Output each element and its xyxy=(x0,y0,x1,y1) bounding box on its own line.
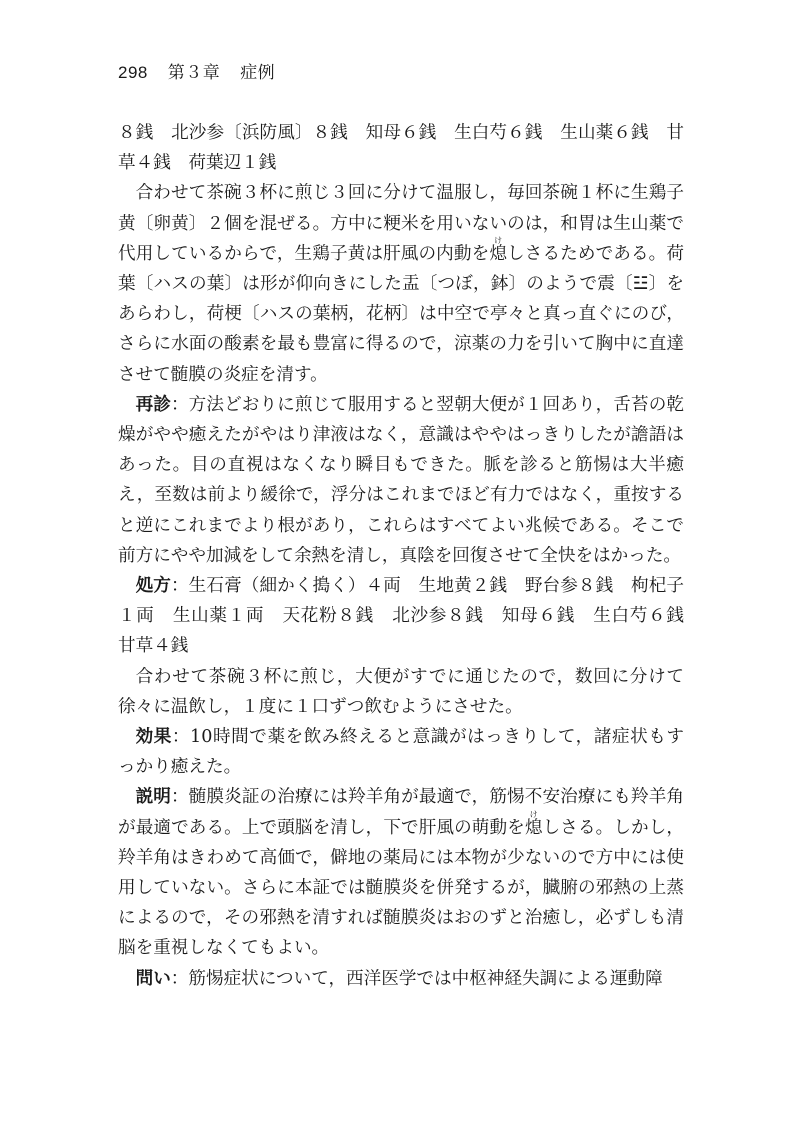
effect-label: 効果 xyxy=(135,727,172,748)
chapter-label: 第３章 xyxy=(167,63,221,83)
revisit-paragraph xyxy=(118,390,684,571)
preparation-paragraph-1 xyxy=(118,178,684,389)
page-body xyxy=(118,118,702,994)
paragraph-text: しさる。しかし，羚羊角はきわめて高価で，僻地の薬局には本物が少ないので方中には使用していない。さらに本証では髄膜炎を併発するが，臓腑の邪熱の上蒸によるので，その邪熱を清すれば髄膜炎はおのずと治癒し，必ずしも清脳を重視しなくてもよい。 xyxy=(118,817,684,959)
ruby-text: け xyxy=(524,809,543,819)
page-number: 298 xyxy=(118,63,148,82)
question-paragraph xyxy=(118,964,684,994)
ruby-annotation xyxy=(524,809,543,838)
ruby-base: 熄 xyxy=(489,243,508,264)
revisit-label: 再診 xyxy=(135,394,171,415)
running-header xyxy=(118,58,275,83)
paragraph-text: ：10時間で薬を飲み終えると意識がはっきりして，諸症状もすっかり癒えた。 xyxy=(118,727,684,778)
paragraph-text: 合わせて茶碗３杯に煎じ，大便がすでに通じたので，数回に分けて徐々に温飲し，１度に１口ずつ飲むようにさせた。 xyxy=(118,666,684,717)
zhen-trigram-icon: ☳ xyxy=(632,274,649,295)
question-label: 問い xyxy=(135,968,171,989)
paragraph-text: 〕をあらわし，荷梗〔ハスの葉柄，花柄〕は中空で亭々と真っ直ぐにのび，さらに水面の酸素を最も豊富に得るので，涼薬の力を引いて胸中に直達させて髄膜の炎症を清す。 xyxy=(118,274,684,385)
paragraph-text: ：生石膏（細かく搗く）４両 生地黄２銭 野台参８銭 枸杞子１両 生山薬１両 天花粉８銭 北沙参８銭 知母６銭 生白芍６銭 甘草４銭 xyxy=(118,576,702,657)
prescription-paragraph xyxy=(118,571,702,662)
paragraph-text: ：髄膜炎証の治療には羚羊角が最適で，筋惕不安治療にも羚羊角が最適である。上で頭脳を清し，下で肝風の萌動を xyxy=(118,787,684,838)
explanation-paragraph xyxy=(118,782,684,963)
prescription-continued xyxy=(118,118,684,178)
paragraph-text: しさるためである。荷葉〔ハスの葉〕は形が仰向きにした盂〔つぼ，鉢〕のようで震〔 xyxy=(118,243,684,295)
paragraph-text: ：方法どおりに煎じて服用すると翌朝大便が１回あり，舌苔の乾燥がやや癒えたがやはり津液はなく，意識はややはっきりしたが譫語はあった。目の直視はなくなり瞬目もできた。脈を診ると筋惕は大半癒え，至数は前より緩徐で，浮分はこれまでほど有力ではなく，重按すると逆にこれまでより根があり，これらはすべてよい兆候である。そこで前方にやや加減をして余熱を清し，真陰を回復させて全快をはかった。 xyxy=(118,394,684,566)
effect-paragraph xyxy=(118,722,684,782)
ruby-base: 熄 xyxy=(524,817,543,838)
paragraph-text: ：筋惕症状について，西洋医学では中枢神経失調による運動障 xyxy=(170,968,663,989)
ruby-annotation xyxy=(489,235,508,264)
section-label: 症例 xyxy=(240,63,276,83)
prescription-label: 処方 xyxy=(135,576,171,597)
ruby-text: け xyxy=(489,235,507,245)
paragraph-text: 合わせて茶碗３杯に煎じ３回に分けて温服し，毎回茶碗１杯に生鶏子黄〔卵黄〕２個を混ぜる。方中に粳米を用いないのは，和胃は生山薬で代用しているからで，生鶏子黄は肝風の内動を xyxy=(118,183,684,264)
explanation-label: 説明 xyxy=(135,787,172,808)
preparation-paragraph-2 xyxy=(118,662,684,722)
paragraph-text: ８銭 北沙参〔浜防風〕８銭 知母６銭 生白芍６銭 生山薬６銭 甘草４銭 荷葉辺１銭 xyxy=(118,123,684,174)
